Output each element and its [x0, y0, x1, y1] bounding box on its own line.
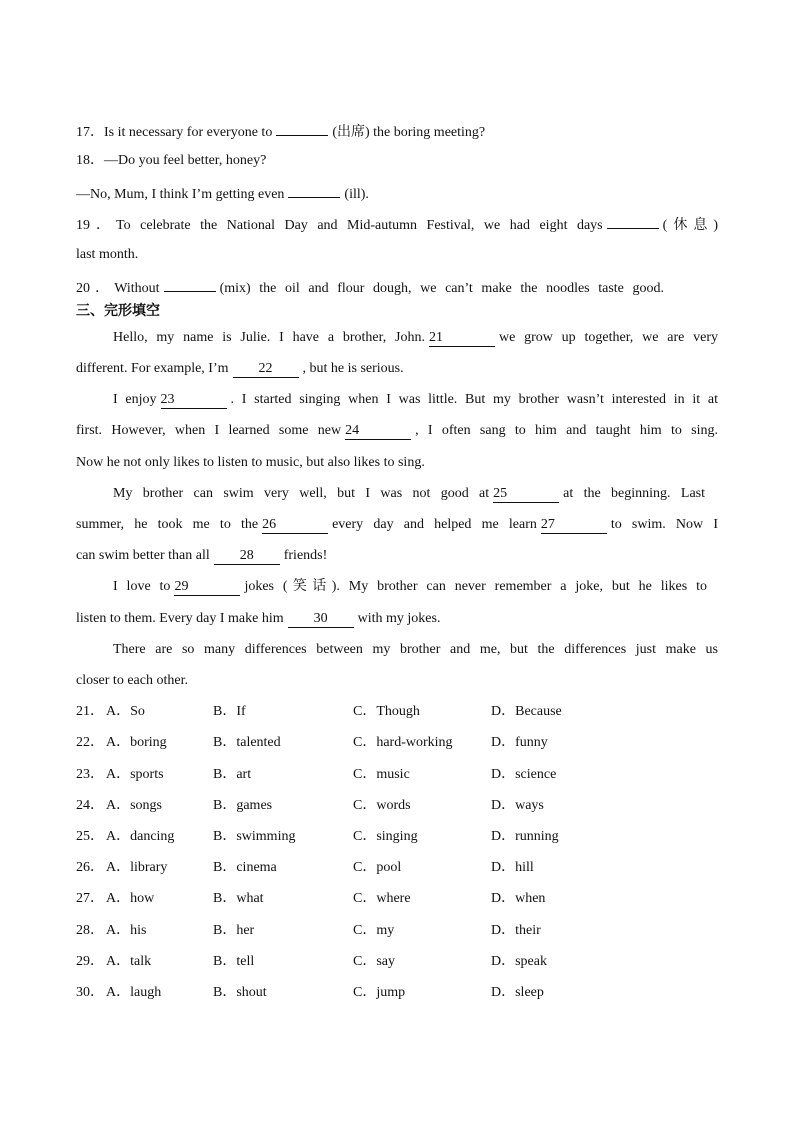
option-c[interactable]: C．Though [353, 704, 420, 719]
option-a[interactable]: A．boring [106, 735, 167, 750]
cloze-blank-29[interactable]: 29 [174, 579, 240, 596]
option-number: 28． [76, 923, 104, 938]
question-17 [76, 120, 718, 140]
option-d[interactable]: D．science [491, 767, 557, 782]
question-text: (出席) the boring meeting? [332, 125, 486, 140]
option-number: 30． [76, 985, 104, 1000]
passage-line: listen to them. Every day I make him 30 with my jokes. [76, 611, 441, 626]
option-d[interactable]: D．Because [491, 704, 562, 719]
option-row [76, 921, 716, 941]
option-d[interactable]: D．ways [491, 798, 544, 813]
passage-line: I enjoy 23 . I started singing when I was little. But my brother wasn’t interested in it at [113, 392, 719, 407]
option-c[interactable]: C．pool [353, 860, 402, 875]
option-d[interactable]: D．hill [491, 860, 534, 875]
option-c[interactable]: C．where [353, 891, 411, 906]
section-heading: 三、完形填空 [76, 303, 160, 319]
option-number: 23． [76, 767, 104, 782]
option-a[interactable]: A．sports [106, 767, 164, 782]
passage-line: summer, he took me to the 26 every day and helped me learn 27 to swim. Now I [76, 517, 718, 532]
option-a[interactable]: A．his [106, 923, 147, 938]
option-row [76, 983, 716, 1003]
cloze-blank-23[interactable]: 23 [161, 392, 227, 409]
option-d[interactable]: D．funny [491, 735, 548, 750]
passage-line: first. However, when I learned some new 24 , I often sang to him and taught him to sing. [76, 423, 718, 438]
option-c[interactable]: C．my [353, 923, 395, 938]
question-text: —No, Mum, I think I’m getting even [76, 187, 285, 202]
option-a[interactable]: A．So [106, 704, 145, 719]
answer-blank[interactable] [276, 120, 328, 136]
option-c[interactable]: C．words [353, 798, 411, 813]
question-19 [76, 213, 718, 233]
option-b[interactable]: B．her [213, 923, 255, 938]
question-text: (休息) [662, 218, 719, 233]
cloze-blank-25[interactable]: 25 [493, 486, 559, 503]
passage-line: Now he not only likes to listen to music, but also likes to sing. [76, 455, 425, 470]
option-c[interactable]: C．jump [353, 985, 406, 1000]
option-b[interactable]: B．what [213, 891, 264, 906]
question-20 [76, 276, 664, 296]
cloze-blank-22[interactable]: 22 [233, 361, 299, 378]
option-b[interactable]: B．swimming [213, 829, 296, 844]
option-b[interactable]: B．talented [213, 735, 281, 750]
option-c[interactable]: C．hard-working [353, 735, 453, 750]
question-text: last month. [76, 247, 139, 262]
option-number: 27． [76, 891, 104, 906]
option-row [76, 733, 716, 753]
option-d[interactable]: D．speak [491, 954, 547, 969]
cloze-blank-21[interactable]: 21 [429, 330, 495, 347]
option-b[interactable]: B．tell [213, 954, 255, 969]
passage-line: Hello, my name is Julie. I have a brother, John. 21 we grow up together, we are very [113, 330, 718, 345]
question-18-line-1 [76, 151, 718, 171]
option-d[interactable]: D．running [491, 829, 559, 844]
option-d[interactable]: D．their [491, 923, 541, 938]
cloze-blank-26[interactable]: 26 [262, 517, 328, 534]
answer-blank[interactable] [288, 182, 340, 198]
option-a[interactable]: A．talk [106, 954, 152, 969]
cloze-blank-27[interactable]: 27 [541, 517, 607, 534]
option-b[interactable]: B．shout [213, 985, 267, 1000]
option-a[interactable]: A．how [106, 891, 155, 906]
option-c[interactable]: C．music [353, 767, 410, 782]
option-b[interactable]: B．art [213, 767, 252, 782]
option-row [76, 796, 716, 816]
passage-line: I love to 29 jokes (笑话). My brother can never remember a joke, but he likes to [113, 579, 707, 594]
answer-blank[interactable] [164, 276, 216, 292]
cloze-blank-30[interactable]: 30 [288, 611, 354, 628]
passage-line: My brother can swim very well, but I was not good at 25 at the beginning. Last [113, 486, 705, 501]
passage-line: There are so many differences between my brother and me, but the differences just make us [113, 642, 718, 657]
question-text: 20．Without [76, 281, 160, 296]
option-number: 21． [76, 704, 104, 719]
option-number: 29． [76, 954, 104, 969]
option-row [76, 827, 716, 847]
option-a[interactable]: A．laugh [106, 985, 162, 1000]
option-b[interactable]: B．If [213, 704, 246, 719]
question-text: 18．—Do you feel better, honey? [76, 153, 267, 168]
cloze-blank-28[interactable]: 28 [214, 548, 280, 565]
question-text: (mix) the oil and flour dough, we can’t make the noodles taste good. [219, 281, 665, 296]
cloze-blank-24[interactable]: 24 [345, 423, 411, 440]
option-b[interactable]: B．games [213, 798, 273, 813]
option-row [76, 952, 716, 972]
option-number: 26． [76, 860, 104, 875]
option-c[interactable]: C．say [353, 954, 395, 969]
question-text: 19．To celebrate the National Day and Mid-autumn Festival, we had eight days [76, 218, 603, 233]
option-number: 22． [76, 735, 104, 750]
question-text: (ill). [344, 187, 369, 202]
option-d[interactable]: D．when [491, 891, 546, 906]
question-19-line-2 [76, 245, 718, 265]
passage-line: closer to each other. [76, 673, 188, 688]
question-text: 17．Is it necessary for everyone to [76, 125, 273, 140]
option-number: 24． [76, 798, 104, 813]
option-a[interactable]: A．songs [106, 798, 163, 813]
option-a[interactable]: A．library [106, 860, 168, 875]
option-row [76, 765, 716, 785]
option-b[interactable]: B．cinema [213, 860, 277, 875]
option-a[interactable]: A．dancing [106, 829, 175, 844]
passage-line: can swim better than all 28 friends! [76, 548, 328, 563]
passage-line: different. For example, I’m 22 , but he is serious. [76, 361, 404, 376]
option-row [76, 702, 716, 722]
option-number: 25． [76, 829, 104, 844]
option-d[interactable]: D．sleep [491, 985, 544, 1000]
option-c[interactable]: C．singing [353, 829, 418, 844]
option-row [76, 889, 716, 909]
question-18-line-2 [76, 182, 718, 202]
option-row [76, 858, 716, 878]
answer-blank[interactable] [607, 213, 659, 229]
